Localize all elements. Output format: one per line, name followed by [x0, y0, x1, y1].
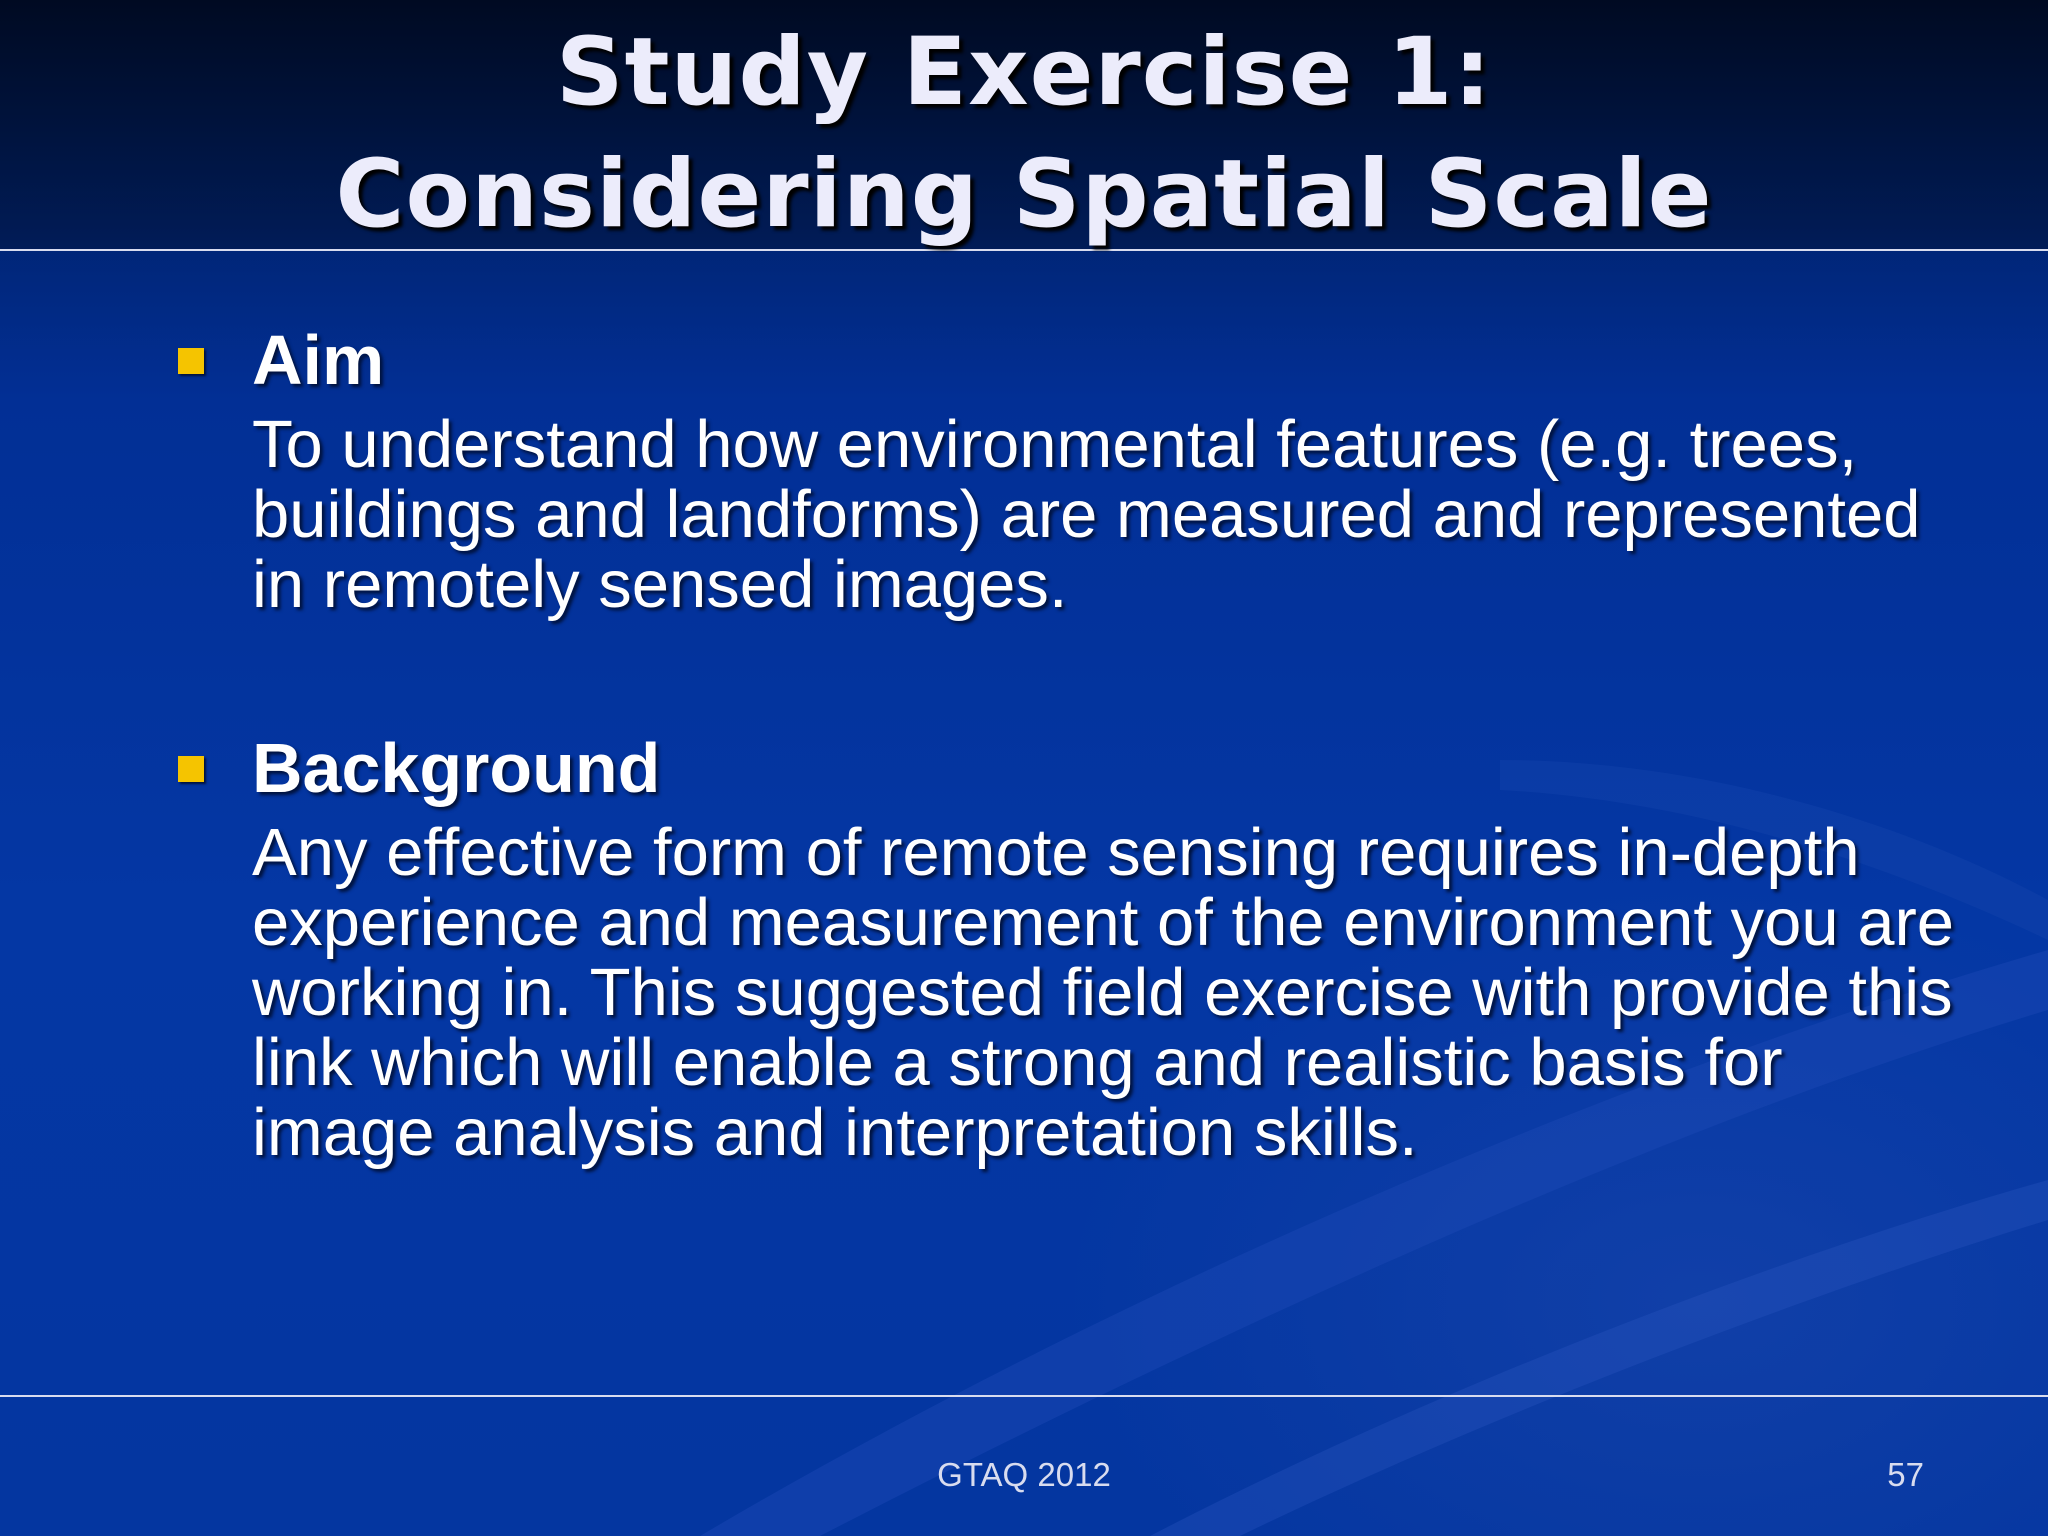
page-number: 57	[1887, 1456, 1924, 1493]
slide-title-line-1: Study Exercise 1:	[555, 18, 1493, 127]
slide-title-line-2: Considering Spatial Scale	[335, 140, 1713, 249]
bullet-item-background	[178, 726, 1968, 1168]
footer-text: GTAQ 2012	[937, 1456, 1111, 1493]
square-bullet-icon	[178, 348, 204, 374]
bullet-item-aim	[178, 318, 1968, 620]
bullet-text: Any effective form of remote sensing requires in-depth experience and measurement of the environment you are working in. This suggested field exercise with provide this link which will enable a strong and realistic basis for image analysis and interpretation skills.	[252, 815, 1955, 1170]
square-bullet-icon	[178, 756, 204, 782]
bullet-heading: Background	[252, 729, 661, 807]
slide-title	[0, 12, 2048, 256]
bullet-heading: Aim	[252, 321, 385, 399]
bullet-text: To understand how environmental features (e.g. trees, buildings and landforms) are measured and represented in remotely sensed images.	[252, 407, 1921, 622]
footer-divider	[0, 1395, 2048, 1397]
slide-content	[178, 318, 1968, 1168]
